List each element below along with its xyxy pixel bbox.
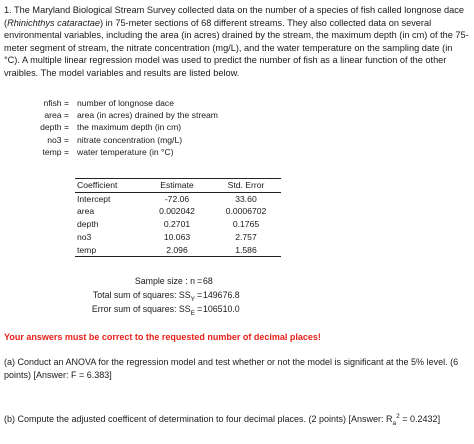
species-name: Rhinichthys cataractae [7, 17, 101, 28]
definition-key: area = [44, 110, 69, 121]
question-b-tail: = 0.2432] [399, 414, 441, 424]
summary-row-total-ss [0, 288, 474, 302]
error-ss-subscript: E [190, 309, 195, 317]
question-b-lead: (b) Compute the adjusted coefficent of determination to four decimal places. (2 points) [Answer: R [4, 414, 393, 424]
summary-row-sample-size [0, 274, 474, 288]
question-a: (a) Conduct an ANOVA for the regression model and test whether or not the model is significant at the 5% level. (6 points) [Answer: F = 6.383] [4, 357, 459, 381]
intro-lead: 1. The Maryland Biological Stream Survey collected data on the number of a species of fish called longnose dace ( [4, 5, 464, 28]
sample-size-value: 68 [203, 276, 213, 286]
definition-value: number of longnose dace [77, 98, 174, 108]
sample-size-label: Sample size : n [134, 276, 195, 286]
cell-estimate: 10.063 [163, 231, 191, 242]
cell-coefficient: temp [75, 244, 143, 257]
definition-row [0, 121, 300, 133]
cell-estimate: 0.2701 [163, 219, 191, 230]
model-summary [0, 274, 474, 316]
definition-key: no3 = [47, 134, 69, 145]
definition-value: area (in acres) drained by the stream [77, 110, 218, 121]
definition-row [0, 109, 300, 121]
table-row [75, 218, 281, 231]
cell-coefficient: Intercept [77, 193, 111, 204]
summary-row-error-ss [0, 302, 474, 316]
equals-sign: = [197, 304, 203, 314]
total-ss-subscript: Y [190, 295, 195, 303]
cell-estimate: -72.06 [164, 193, 190, 204]
header-coefficient: Coefficient [75, 179, 143, 193]
coefficient-table [75, 178, 281, 257]
cell-std-error: 0.0006702 [225, 206, 267, 217]
problem-intro [4, 4, 470, 80]
variable-definitions [0, 97, 300, 158]
cell-estimate: 0.002042 [159, 206, 195, 217]
definition-key: temp = [42, 146, 69, 157]
equals-sign: = [197, 290, 203, 300]
table-header-row [75, 179, 281, 193]
header-estimate: Estimate [143, 179, 209, 193]
definition-row [0, 134, 300, 146]
cell-std-error: 0.1765 [232, 219, 260, 230]
definition-row [0, 97, 300, 109]
table-row [75, 244, 281, 257]
cell-coefficient: depth [77, 219, 99, 230]
equals-sign: = [197, 276, 203, 286]
table-row [75, 192, 281, 205]
question-b [4, 413, 470, 426]
error-ss-value: 106510.0 [203, 304, 240, 314]
question-b-subscript: a [392, 419, 397, 427]
total-ss-label [93, 288, 195, 302]
table-row [75, 231, 281, 244]
cell-coefficient: area [77, 206, 95, 217]
definition-key: nfish = [43, 98, 69, 108]
cell-estimate: 2.096 [143, 244, 209, 257]
cell-std-error: 33.60 [235, 193, 257, 204]
table-row [75, 205, 281, 218]
error-ss-label [92, 302, 195, 316]
definition-key: depth = [40, 122, 69, 133]
definition-value: nitrate concentration (mg/L) [77, 134, 183, 145]
header-std-error: Std. Error [209, 179, 281, 193]
question-b-superscript: 2 [396, 413, 400, 420]
definition-row [0, 146, 300, 158]
definition-value: water temperature (in °C) [77, 146, 174, 157]
intro-rest: ) in 75-meter sections of 68 different streams. They also collected data on several environmental variables, including the area (in acres) drained by the stream, the maximum depth (in cm) of the 75-meter segment of stream, the nitrate concentration (mg/L), and the water temperature on the sampling date (in °C). A multiple linear regression model was used to predict the number of fish as a linear function of the other vraibles. The model variables and results are listed below. [4, 17, 469, 78]
definition-value: the maximum depth (in cm) [77, 122, 182, 133]
decimal-warning: Your answers must be correct to the requested number of decimal places! [4, 332, 321, 342]
total-ss-text: Total sum of squares: SS [92, 290, 191, 300]
cell-std-error: 2.757 [235, 231, 257, 242]
error-ss-text: Error sum of squares: SS [91, 304, 191, 314]
cell-coefficient: no3 [77, 231, 92, 242]
total-ss-value: 149676.8 [203, 290, 240, 300]
cell-std-error: 1.586 [209, 244, 281, 257]
